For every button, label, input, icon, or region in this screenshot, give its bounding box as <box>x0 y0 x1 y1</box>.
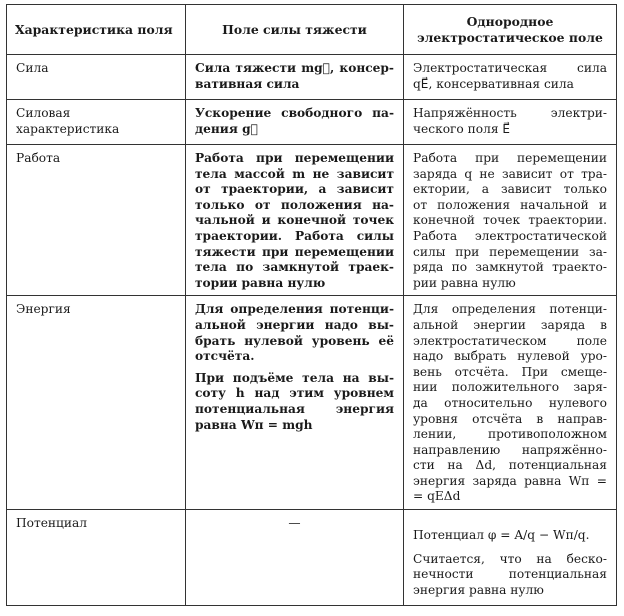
text-line: Работа при перемещении <box>413 151 607 165</box>
header-row <box>7 5 617 55</box>
text-line: тела по замкнутой траек- <box>195 260 394 275</box>
comparison-table <box>6 4 617 606</box>
electric-cell <box>404 100 617 145</box>
text-line: При подъёме тела на вы- <box>195 370 394 385</box>
label-line: Работа <box>16 151 61 165</box>
text-line: брать нулевой уровень её <box>195 333 394 348</box>
text-line: ческого поля E⃗ <box>413 121 511 136</box>
text-line: Ускорение свободного па- <box>195 106 394 120</box>
text-line: конечной точек траектории. <box>413 213 607 228</box>
electric-cell <box>404 510 617 606</box>
header-electrostatic-field: Однородное электростатическое поле <box>404 5 617 55</box>
electric-cell <box>404 55 617 100</box>
text-line: силы при перемещении за- <box>413 244 607 259</box>
gravity-cell <box>186 100 404 145</box>
text-line: дения g⃗ <box>195 121 258 136</box>
text-line: рии равна нулю <box>413 275 516 290</box>
text-line: нечности потенциальная <box>413 567 607 582</box>
label-line: Потенциал <box>16 516 88 531</box>
label-line: Сила <box>16 61 49 75</box>
row-label <box>7 100 186 145</box>
text-line: только от положения на- <box>195 197 394 212</box>
header-gravity-field: Поле силы тяжести <box>186 5 404 55</box>
row-label <box>7 510 186 606</box>
gravity-cell <box>186 296 404 510</box>
text-line: Работа электростатической <box>413 228 607 243</box>
text-line: Электростатическая сила <box>413 61 607 75</box>
text-line: Считается, что на беско- <box>413 551 607 566</box>
text-line: лении, противоположном <box>413 427 607 442</box>
text-line: нии положительного заря- <box>413 380 607 395</box>
potential-note <box>413 552 607 599</box>
label-line: Энергия <box>16 302 71 317</box>
text-line: энергия заряда равна Wп = <box>413 473 607 488</box>
gravity-cell <box>186 145 404 296</box>
table-row <box>7 510 617 606</box>
text-line: Для определения потенци- <box>195 302 394 317</box>
text-line: от траектории, а зависит <box>195 182 394 197</box>
table-row <box>7 296 617 510</box>
text-line: уровня отсчёта в направ- <box>413 411 607 426</box>
text-line: равна Wп = mgh <box>195 417 313 432</box>
text-line: альной энергии надо вы- <box>195 317 394 332</box>
label-line: Силовая <box>16 106 71 120</box>
text-line: да относительно нулевого <box>413 395 607 410</box>
gravity-cell <box>186 55 404 100</box>
electric-cell <box>404 296 617 510</box>
text-line: вативная сила <box>195 76 300 91</box>
text-line: тории равна нулю <box>195 275 326 290</box>
text-line: ряда по замкнутой траекто- <box>413 260 607 275</box>
text-line: qE⃗, консервативная сила <box>413 76 574 91</box>
table-row <box>7 55 617 100</box>
text-line: альной энергии заряда в <box>413 317 607 332</box>
header-characteristic: Характеристика поля <box>7 5 186 55</box>
text-line: Сила тяжести mg⃗, консер- <box>195 61 394 75</box>
text-line: направлению напряжённо- <box>413 442 607 457</box>
electric-cell <box>404 145 617 296</box>
text-line: сти на Δd, потенциальная <box>413 458 607 473</box>
text-line: Для определения потенци- <box>413 302 607 317</box>
text-line: чальной и конечной точек <box>195 213 394 228</box>
potential-formula: Потенциал φ = A/q − Wп/q. <box>413 528 590 543</box>
text-line: энергия равна нулю <box>413 582 544 597</box>
table-row <box>7 100 617 145</box>
text-line: потенциальная энергия <box>195 401 394 416</box>
text-line: Напряжённость электри- <box>413 106 607 120</box>
text-line: отсчёта. <box>195 349 255 364</box>
text-line: тяжести при перемещении <box>195 244 394 259</box>
text-line: вень отсчёта. При смеще- <box>413 364 607 379</box>
text-line: соту h над этим уровнем <box>195 386 394 401</box>
row-label <box>7 296 186 510</box>
text-line: Работа при перемещении <box>195 151 394 165</box>
text-line: заряда q не зависит от тра- <box>413 166 607 181</box>
text-line: от положения начальной и <box>413 197 607 212</box>
text-line: ектории, а зависит только <box>413 182 607 197</box>
text-line: тела массой m не зависит <box>195 166 394 181</box>
dash: — <box>288 516 301 531</box>
row-label <box>7 145 186 296</box>
text-line: траектории. Работа силы <box>195 228 394 243</box>
label-line: характеристика <box>16 121 120 136</box>
text-line: надо выбрать нулевой уро- <box>413 349 607 364</box>
text-line: = qEΔd <box>413 489 461 504</box>
gravity-cell <box>186 510 404 606</box>
text-line: электростатическом поле <box>413 333 607 348</box>
table-row <box>7 145 617 296</box>
row-label <box>7 55 186 100</box>
